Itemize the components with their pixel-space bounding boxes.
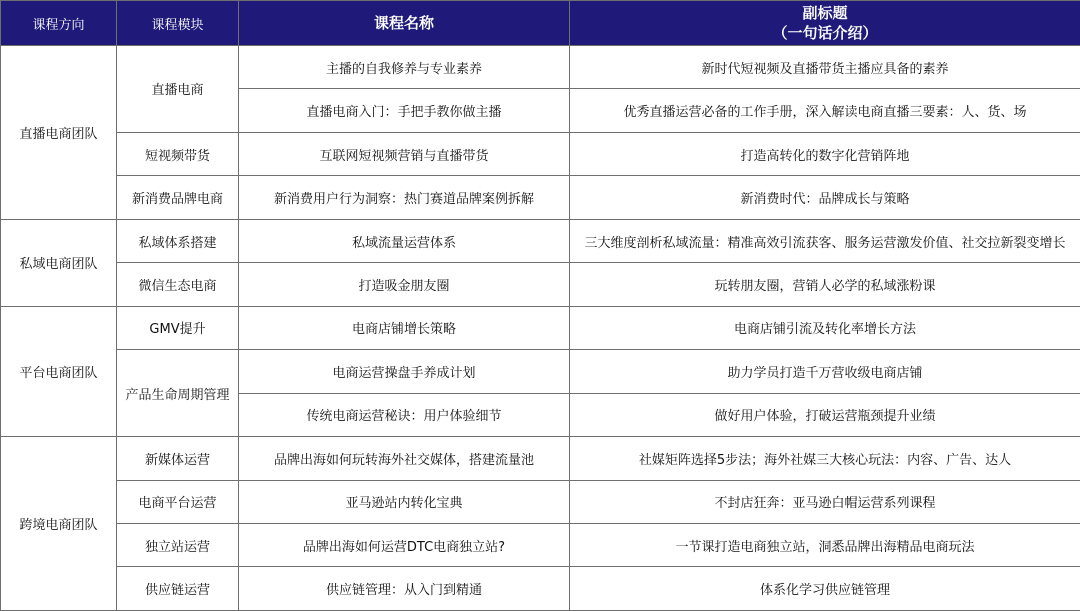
module-cell-live-commerce: 直播电商 [117, 46, 239, 133]
table-row [1, 306, 1080, 349]
course-name-cell: 电商运营操盘手养成计划 [239, 350, 570, 393]
module-cell-short-video: 短视频带货 [117, 132, 239, 175]
course-subtitle-cell: 体系化学习供应链管理 [570, 567, 1080, 611]
group-cell-platform: 平台电商团队 [1, 306, 117, 436]
course-subtitle-cell: 社媒矩阵选择5步法；海外社媒三大核心玩法：内容、广告、达人 [570, 437, 1080, 480]
table-row [1, 46, 1080, 89]
table-row [1, 350, 1080, 393]
course-subtitle-cell: 新消费时代：品牌成长与策略 [570, 176, 1080, 219]
course-subtitle-cell: 助力学员打造千万营收级电商店铺 [570, 350, 1080, 393]
module-cell-new-media: 新媒体运营 [117, 437, 239, 480]
course-name-cell: 品牌出海如何运营DTC电商独立站? [239, 523, 570, 566]
header-subtitle [570, 1, 1080, 46]
table-row [1, 523, 1080, 566]
table-row [1, 176, 1080, 219]
module-cell-independent: 独立站运营 [117, 523, 239, 566]
header-subtitle-line1: 副标题 [802, 4, 848, 22]
course-subtitle-cell: 电商店铺引流及转化率增长方法 [570, 306, 1080, 349]
group-cell-crossborder: 跨境电商团队 [1, 437, 117, 611]
header-course-name: 课程名称 [239, 1, 570, 46]
course-name-cell: 亚马逊站内转化宝典 [239, 480, 570, 523]
header-subtitle-line2: （一句话介绍） [772, 24, 878, 42]
course-subtitle-cell: 新时代短视频及直播带货主播应具备的素养 [570, 46, 1080, 89]
header-row [1, 1, 1080, 46]
course-name-cell: 新消费用户行为洞察：热门赛道品牌案例拆解 [239, 176, 570, 219]
module-cell-new-consumer: 新消费品牌电商 [117, 176, 239, 219]
course-subtitle-cell: 玩转朋友圈，营销人必学的私域涨粉课 [570, 263, 1080, 306]
course-name-cell: 互联网短视频营销与直播带货 [239, 132, 570, 175]
course-subtitle-cell: 一节课打造电商独立站，洞悉品牌出海精品电商玩法 [570, 523, 1080, 566]
course-name-cell: 电商店铺增长策略 [239, 306, 570, 349]
course-subtitle-cell: 不封店狂奔：亚马逊白帽运营系列课程 [570, 480, 1080, 523]
table-row [1, 567, 1080, 611]
header-module: 课程模块 [117, 1, 239, 46]
course-name-cell: 供应链管理：从入门到精通 [239, 567, 570, 611]
header-direction: 课程方向 [1, 1, 117, 46]
course-name-cell: 打造吸金朋友圈 [239, 263, 570, 306]
course-name-cell: 主播的自我修养与专业素养 [239, 46, 570, 89]
course-subtitle-cell: 打造高转化的数字化营销阵地 [570, 132, 1080, 175]
table-row [1, 263, 1080, 306]
table-row [1, 437, 1080, 480]
table-row [1, 219, 1080, 262]
course-name-cell: 品牌出海如何玩转海外社交媒体，搭建流量池 [239, 437, 570, 480]
module-cell-platform-ops: 电商平台运营 [117, 480, 239, 523]
course-name-cell: 直播电商入门：手把手教你做主播 [239, 89, 570, 132]
course-subtitle-cell: 三大维度剖析私域流量：精准高效引流获客、服务运营激发价值、社交拉新裂变增长 [570, 219, 1080, 262]
table-row [1, 132, 1080, 175]
course-subtitle-cell: 优秀直播运营必备的工作手册，深入解读电商直播三要素：人、货、场 [570, 89, 1080, 132]
course-name-cell: 传统电商运营秘诀：用户体验细节 [239, 393, 570, 436]
table-row [1, 480, 1080, 523]
module-cell-private-system: 私域体系搭建 [117, 219, 239, 262]
module-cell-gmv: GMV提升 [117, 306, 239, 349]
group-cell-private: 私域电商团队 [1, 219, 117, 306]
module-cell-wechat: 微信生态电商 [117, 263, 239, 306]
group-cell-live: 直播电商团队 [1, 46, 117, 220]
module-cell-lifecycle: 产品生命周期管理 [117, 350, 239, 437]
course-subtitle-cell: 做好用户体验，打破运营瓶颈提升业绩 [570, 393, 1080, 436]
course-name-cell: 私域流量运营体系 [239, 219, 570, 262]
module-cell-supply: 供应链运营 [117, 567, 239, 611]
